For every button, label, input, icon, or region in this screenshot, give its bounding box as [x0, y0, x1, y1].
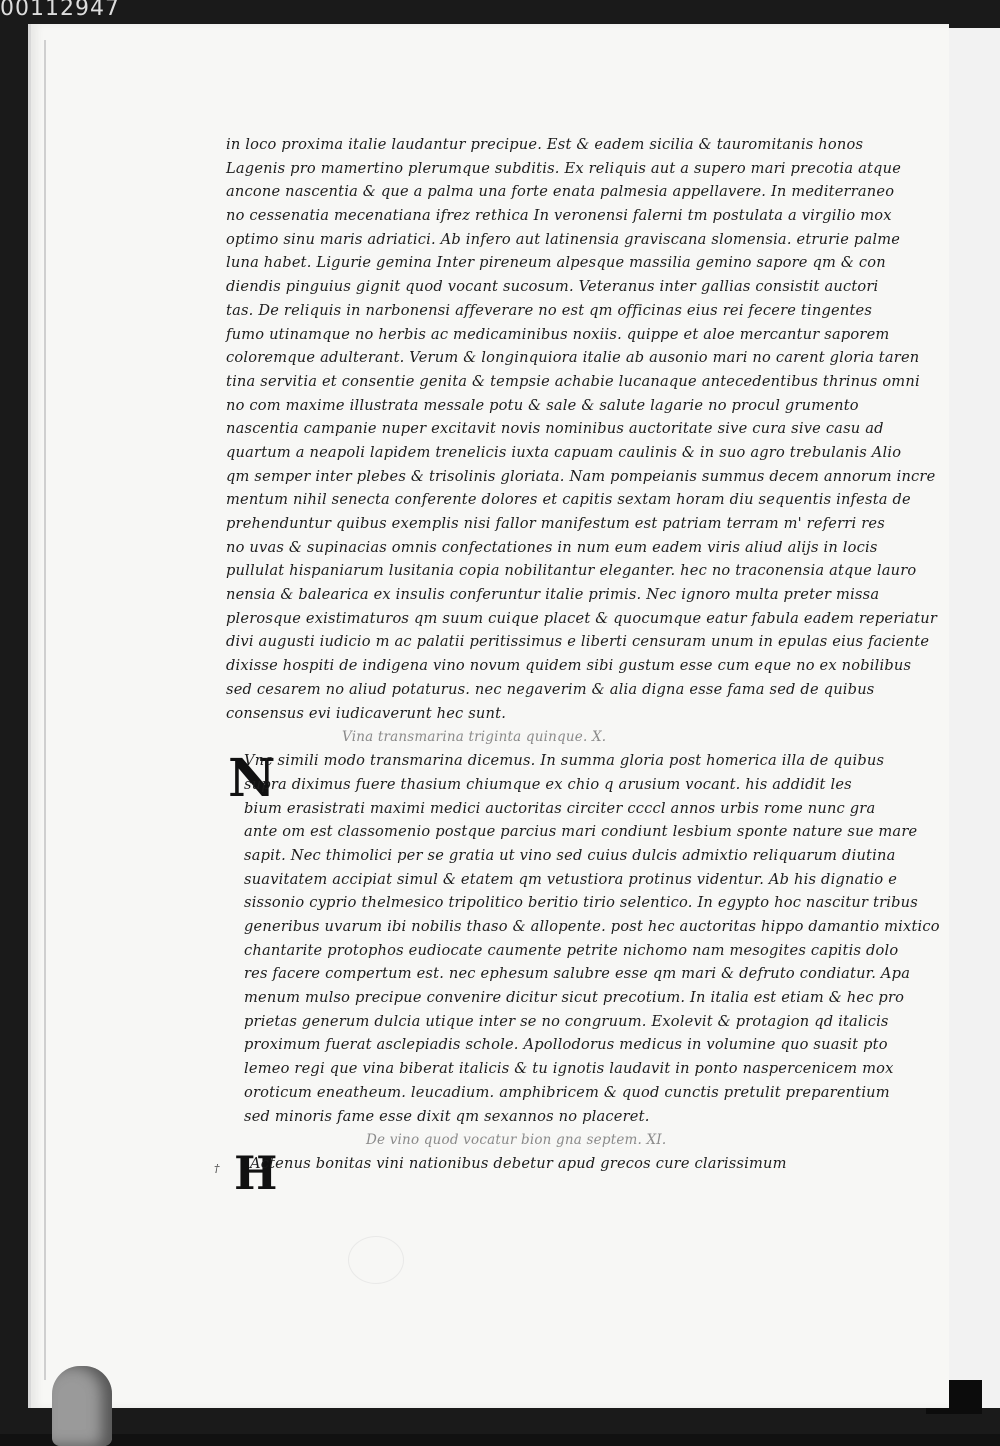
page-ruling-line: [44, 40, 46, 1380]
text-line: Vnc simili modo transmarina dicemus. In summa gloria post homerica illa de quibus: [244, 752, 885, 770]
text-line: ante om est classomenio postque parcius mari condiunt lesbium sponte nature sue mare: [244, 823, 918, 841]
text-line: no uvas & supinacias omnis confectationes in num eum eadem viris aliud alijs in locis: [226, 538, 878, 556]
text-line: prehenduntur quibus exemplis nisi fallor manifestum est patriam terram m' referri res: [226, 515, 885, 532]
text-line: coloremque adulterant. Verum & longinquiora italie ab ausonio mari no carent gloria taren: [226, 349, 920, 367]
holding-thumb: [52, 1366, 112, 1446]
section-transmarina: [226, 748, 940, 1128]
text-line: suavitatem accipiat simul & etatem qm vetustiora protinus videntur. Ab his dignatio e: [244, 870, 898, 888]
text-line: prietas generum dulcia utique inter se no congruum. Exolevit & protagion qd italicis: [244, 1012, 889, 1030]
text-line: luna habet. Ligurie gemina Inter pireneum alpesque massilia gemino sapore qm & con: [226, 254, 886, 272]
text-line: divi augusti iudicio m ac palatii peritissimus e liberti censuram unum in epulas eius faciente: [226, 633, 930, 651]
text-line: generibus uvarum ibi nobilis thaso & allopente. post hec auctoritas hippo damantio mixtico: [244, 918, 940, 935]
text-line: oroticum eneatheum. leucadium. amphibricem & quod cunctis pretulit preparentium: [244, 1083, 890, 1101]
page-stain: [348, 1236, 404, 1284]
rubric-heading: De vino quod vocatur bion gna septem. XI.: [366, 1132, 667, 1149]
text-line: proximum fuerat asclepiadis schole. Apollodorus medicus in volumine quo suasit pto: [244, 1036, 888, 1054]
text-line: pullulat hispaniarum lusitania copia nobilitantur eleganter. hec no traconensia atque lauro: [226, 562, 917, 580]
text-line: ancone nascentia & que a palma una forte enata palmesia appellavere. In mediterraneo: [226, 183, 895, 201]
text-line: chantarite protophos eudiocate caumente petrite nichomo nam mesogites capitis dolo: [244, 941, 899, 959]
text-line: bium erasistrati maximi medici auctoritas circiter ccccl annos urbis rome nunc gra: [244, 799, 876, 817]
text-line: sed minoris fame esse dixit qm sexannos no placeret.: [244, 1107, 650, 1125]
initial-capital-n: N: [228, 748, 276, 810]
text-line: menum mulso precipue convenire dicitur sicut precotium. In italia est etiam & hec pro: [244, 989, 905, 1007]
text-line: fumo utinamque no herbis ac medicaminibus noxiis. quippe et aloe mercantur saporem: [226, 325, 890, 343]
text-line: tas. De reliquis in narbonensi affeverare no est qm officinas eius rei fecere tingentes: [226, 301, 873, 319]
text-line: tina servitia et consentie genita & tempsie achabie lucanaque antecedentibus thrinus omni: [226, 372, 920, 390]
section-bion: [214, 1146, 886, 1201]
rubric-heading: Vina transmarina triginta quinque. X.: [342, 729, 607, 746]
text-line: Actenus bonitas vini nationibus debetur apud grecos cure clarissimum: [250, 1155, 787, 1173]
text-line: Lagenis pro mamertino plerumque subditis. Ex reliquis aut a supero mari precotia atque: [226, 159, 902, 177]
text-line: consensus evi iudicaverunt hec sunt.: [226, 704, 507, 722]
text-line: no cessenatia mecenatiana ifrez rethica In veronensi falerni tm postulata a virgilio mox: [226, 207, 892, 225]
margin-mark: †: [214, 1162, 220, 1176]
text-line: mentum nihil senecta conferente dolores et capitis sextam horam diu sequentis infesta de: [226, 491, 911, 509]
text-line: res facere compertum est. nec ephesum salubre esse qm mari & defruto condiatur. Apa: [244, 965, 911, 983]
text-line: nascentia campanie nuper excitavit novis nominibus auctoritate sive cura sive casu ad: [226, 420, 884, 438]
section-continued-text: [226, 133, 938, 725]
text-line: in loco proxima italie laudantur precipue. Est & eadem sicilia & tauromitanis honos: [226, 136, 864, 153]
text-line: sapit. Nec thimolici per se gratia ut vino sed cuius dulcis admixtio reliquarum diutina: [244, 846, 896, 864]
text-line: no com maxime illustrata messale potu & sale & salute lagarie no procul grumento: [226, 396, 859, 414]
initial-capital-h: H: [234, 1146, 278, 1201]
text-line: sed cesarem no aliud potaturus. nec negaverim & alia digna esse fama sed de quibus: [226, 680, 875, 698]
text-line: quartum a neapoli lapidem trenelicis iuxta capuam caulinis & in suo agro trebulanis Alio: [226, 443, 902, 461]
text-line: nensia & balearica ex insulis conferuntur italie primis. Nec ignoro multa preter missa: [226, 586, 880, 604]
text-line: optimo sinu maris adriatici. Ab infero aut latinensia graviscana slomensia. etrurie palme: [226, 230, 901, 248]
scan-id-label: 00112947: [0, 0, 120, 21]
text-line: supra diximus fuere thasium chiumque ex chio q arusium vocant. his addidit les: [244, 775, 852, 793]
text-line: dixisse hospiti de indigena vino novum quidem sibi gustum esse cum eque no ex nobilibus: [226, 657, 912, 675]
text-line: plerosque existimaturos qm suum cuique placet & quocumque eatur fabula eadem reperiatur: [226, 609, 938, 627]
text-line: lemeo regi que vina biberat italicis & tu ignotis laudavit in ponto naspercenicem mox: [244, 1060, 894, 1078]
text-line: qm semper inter plebes & trisolinis gloriata. Nam pompeianis summus decem annorum incre: [226, 467, 936, 485]
adjacent-page-edge: [946, 28, 1000, 1408]
manuscript-text: [214, 133, 940, 1201]
text-line: diendis pinguius gignit quod vocant sucosum. Veteranus inter gallias consistit auctori: [226, 278, 879, 296]
text-line: sissonio cyprio thelmesico tripolitico beritio tirio selentico. In egypto hoc nascitur tribus: [244, 894, 918, 912]
